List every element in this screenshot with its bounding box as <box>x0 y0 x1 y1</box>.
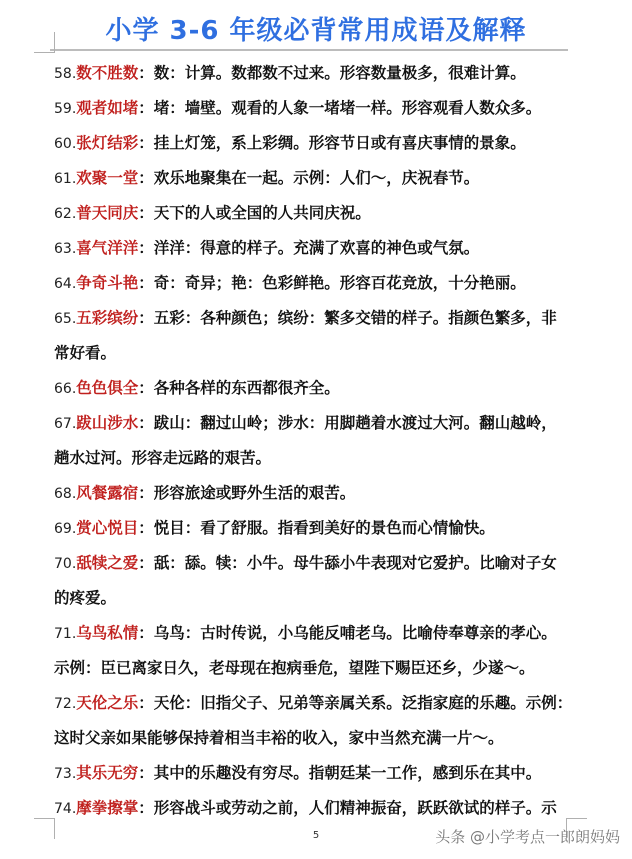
entry-number: 64. <box>54 276 77 292</box>
entry-line <box>54 545 574 580</box>
entry-number: 72. <box>54 696 77 712</box>
entry-line <box>54 300 574 335</box>
entry-line <box>54 755 574 790</box>
entry-line <box>54 160 574 195</box>
entry-number: 67. <box>54 416 77 432</box>
entry-line <box>54 230 574 265</box>
entry-line <box>54 335 574 370</box>
idiom-term: 争奇斗艳 <box>76 273 139 292</box>
idiom-definition: ：天伦：旧指父子、兄弟等亲属关系。泛指家庭的乐趣。示例： <box>138 693 573 712</box>
entry-line <box>54 265 574 300</box>
idiom-term: 喜气洋洋 <box>76 238 139 257</box>
idiom-list <box>54 55 574 825</box>
idiom-term: 观者如堵 <box>76 98 139 117</box>
idiom-definition: ：堵：墙壁。观看的人象一堵堵一样。形容观看人数众多。 <box>138 98 542 117</box>
entry-number: 63. <box>54 241 77 257</box>
idiom-definition: ：各种各样的东西都很齐全。 <box>138 378 340 397</box>
idiom-definition: 的疼爱。 <box>54 588 117 607</box>
entry-number: 61. <box>54 171 77 187</box>
idiom-entry <box>54 55 574 90</box>
idiom-term: 舐犊之爱 <box>76 553 139 572</box>
entry-line <box>54 405 574 440</box>
entry-line <box>54 685 574 720</box>
idiom-entry <box>54 160 574 195</box>
idiom-entry <box>54 90 574 125</box>
idiom-term: 摩拳擦掌 <box>76 798 139 817</box>
entry-line <box>54 370 574 405</box>
entry-line <box>54 475 574 510</box>
idiom-entry <box>54 370 574 405</box>
idiom-definition: ：数：计算。数都数不过来。形容数量极多，很难计算。 <box>138 63 526 82</box>
idiom-term: 普天同庆 <box>76 203 139 222</box>
idiom-term: 其乐无穷 <box>76 763 139 782</box>
idiom-term: 五彩缤纷 <box>76 308 139 327</box>
idiom-definition: 常好看。 <box>54 343 117 362</box>
idiom-entry <box>54 300 574 370</box>
entry-line <box>54 790 574 825</box>
idiom-term: 张灯结彩 <box>76 133 139 152</box>
idiom-term: 色色俱全 <box>76 378 139 397</box>
idiom-definition: ：五彩：各种颜色；缤纷：繁多交错的样子。指颜色繁多，非 <box>138 308 557 327</box>
idiom-entry <box>54 685 574 755</box>
idiom-entry <box>54 615 574 685</box>
entry-number: 59. <box>54 101 77 117</box>
idiom-definition: 示例：臣已离家日久，老母现在抱病垂危，望陛下赐臣还乡，少遂～。 <box>54 658 535 677</box>
idiom-definition: ：奇：奇异；艳：色彩鲜艳。形容百花竞放，十分艳丽。 <box>138 273 526 292</box>
idiom-entry <box>54 230 574 265</box>
entry-line <box>54 440 574 475</box>
idiom-definition: ：欢乐地聚集在一起。示例：人们～，庆祝春节。 <box>138 168 480 187</box>
idiom-term: 天伦之乐 <box>76 693 139 712</box>
idiom-term: 欢聚一堂 <box>76 168 139 187</box>
entry-number: 74. <box>54 801 77 817</box>
entry-number: 68. <box>54 486 77 502</box>
page-number: 5 <box>312 830 320 841</box>
entry-number: 65. <box>54 311 77 327</box>
idiom-definition: ：悦目：看了舒服。指看到美好的景色而心情愉快。 <box>138 518 495 537</box>
entry-line <box>54 720 574 755</box>
entry-number: 73. <box>54 766 77 782</box>
idiom-definition: ：形容战斗或劳动之前，人们精神振奋，跃跃欲试的样子。示 <box>138 798 557 817</box>
idiom-definition: ：其中的乐趣没有穷尽。指朝廷某一工作，感到乐在其中。 <box>138 763 542 782</box>
idiom-entry <box>54 475 574 510</box>
entry-number: 69. <box>54 521 77 537</box>
idiom-term: 数不胜数 <box>76 63 139 82</box>
idiom-entry <box>54 545 574 615</box>
entry-line <box>54 510 574 545</box>
entry-line <box>54 580 574 615</box>
page-title: 小学 3-6 年级必背常用成语及解释 <box>105 16 527 46</box>
idiom-term: 风餐露宿 <box>76 483 139 502</box>
idiom-definition: ：舐：舔。犊：小牛。母牛舔小牛表现对它爱护。比喻对子女 <box>138 553 557 572</box>
entry-line <box>54 55 574 90</box>
entry-number: 60. <box>54 136 77 152</box>
idiom-definition: ：天下的人或全国的人共同庆祝。 <box>138 203 371 222</box>
idiom-term: 跋山涉水 <box>76 413 139 432</box>
idiom-definition: ：挂上灯笼，系上彩绸。形容节日或有喜庆事情的景象。 <box>138 133 526 152</box>
idiom-entry <box>54 405 574 475</box>
entry-number: 58. <box>54 66 77 82</box>
idiom-term: 乌鸟私情 <box>76 623 139 642</box>
idiom-entry <box>54 790 574 825</box>
idiom-entry <box>54 755 574 790</box>
entry-number: 62. <box>54 206 77 222</box>
idiom-definition: ：乌鸟：古时传说，小乌能反哺老乌。比喻侍奉尊亲的孝心。 <box>138 623 557 642</box>
entry-number: 71. <box>54 626 77 642</box>
idiom-entry <box>54 125 574 160</box>
idiom-term: 赏心悦目 <box>76 518 139 537</box>
idiom-entry <box>54 510 574 545</box>
crop-mark-top-left <box>34 32 55 53</box>
entry-line <box>54 125 574 160</box>
idiom-definition: 这时父亲如果能够保持着相当丰裕的收入，家中当然充满一片～。 <box>54 728 504 747</box>
entry-number: 70. <box>54 556 77 572</box>
entry-line <box>54 195 574 230</box>
entry-line <box>54 615 574 650</box>
idiom-definition: 趟水过河。形容走远路的艰苦。 <box>54 448 272 467</box>
entry-line <box>54 90 574 125</box>
watermark: 头条 @小学考点一郎朗妈妈 <box>435 828 620 846</box>
idiom-entry <box>54 265 574 300</box>
idiom-definition: ：形容旅途或野外生活的艰苦。 <box>138 483 356 502</box>
idiom-definition: ：跋山：翻过山岭；涉水：用脚趟着水渡过大河。翻山越岭， <box>138 413 557 432</box>
title-divider <box>50 49 568 51</box>
entry-line <box>54 650 574 685</box>
entry-number: 66. <box>54 381 77 397</box>
idiom-entry <box>54 195 574 230</box>
idiom-definition: ：洋洋：得意的样子。充满了欢喜的神色或气氛。 <box>138 238 480 257</box>
